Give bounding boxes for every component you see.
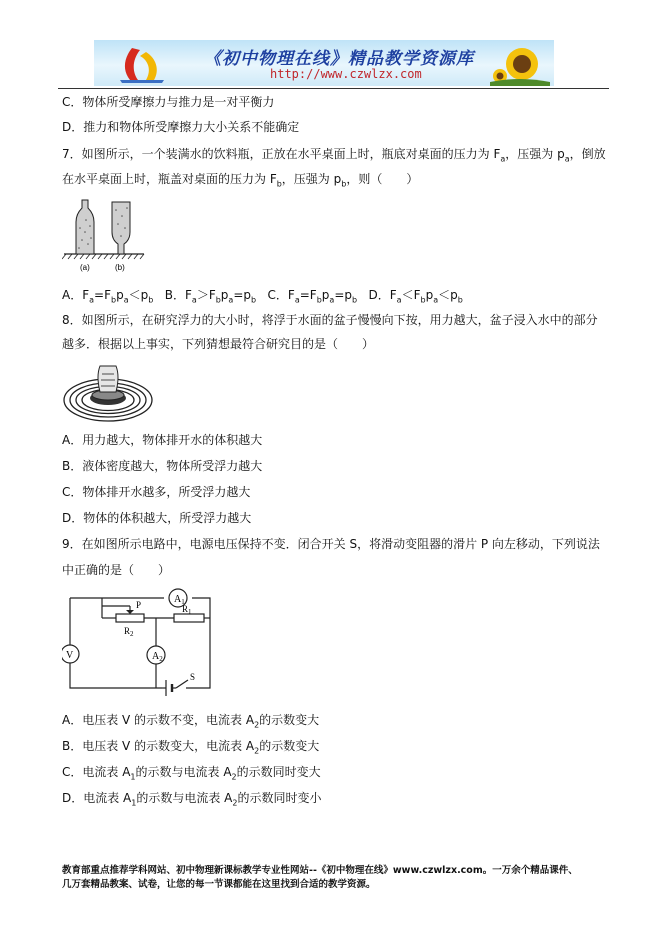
slider-p-label: P [136,600,142,610]
q8-option-c: C．物体排开水越多，所受浮力越大 [62,485,251,499]
label-b: (b) [115,263,125,272]
figure-bottles [62,196,146,276]
header-banner [94,40,554,86]
figure-circuit [62,584,218,704]
q8-option-d: D．物体的体积越大，所受浮力越大 [62,511,252,525]
figure-basin-water [62,362,154,424]
q9-option-a: A．电压表 V 的示数不变，电流表 $A_2$的示数变大 [62,713,320,730]
q9-option-b: B．电压表 V 的示数变大，电流表 $A_2$的示数变大 [62,739,320,756]
q7-stem-line2: 在水平桌面上时，瓶盖对桌面的压力为 $F_b$，压强为 $p_b$，则（ ） [62,172,419,189]
q7-option-b: B．$F_a>F_bp_a=p_b$ [164,288,257,305]
sunflower-icon [490,42,550,86]
q7-option-d: D．$F_a<F_bp_a<p_b$ [368,288,463,305]
r2-label: $R_2$ [124,626,134,638]
option-d-prev: D．推力和物体所受摩擦力大小关系不能确定 [62,120,300,134]
q7-option-c: C．$F_a=F_bp_a=p_b$ [267,288,358,305]
footer-line2: 几万套精品教案、试卷，让您的每一节课都能在这里找到合适的教学资源。 [62,879,376,890]
footer-line1: 教育部重点推荐学科网站、初中物理新课标教学专业性网站--《初中物理在线》www.czwlzx.com。一万余个精品课件、 [62,865,578,876]
q7-options [62,287,463,308]
r1-label: $R_1$ [182,604,192,616]
q7-stem-line1: 7．如图所示，一个装满水的饮料瓶，正放在水平桌面上时，瓶底对桌面的压力为 $F_a$，压强为 $p_a$，倒放 [62,147,606,164]
q7-option-a: A．$F_a=F_bp_a<p_b$ [62,288,154,305]
q8-stem-line2: 越多．根据以上事实，下列猜想最符合研究目的是（ ） [62,337,375,351]
ammeter-a2-label: $A_2$ [152,651,163,663]
q8-stem-line1: 8．如图所示，在研究浮力的大小时，将浮于水面的盆子慢慢向下按，用力越大，盆子浸入水中的部分 [62,313,598,327]
q9-stem-line1: 9．在如图所示电路中，电源电压保持不变．闭合开关 S，将滑动变阻器的滑片 P 向左移动，下列说法 [62,537,600,551]
q9-stem-line2: 中正确的是（ ） [62,563,171,577]
q9-option-d: D．电流表 $A_1$的示数与电流表 $A_2$的示数同时变小 [62,791,322,808]
label-a: (a) [80,263,90,272]
q9-option-c: C．电流表 $A_1$的示数与电流表 $A_2$的示数同时变大 [62,765,321,782]
option-c-prev: C．物体所受摩擦力与推力是一对平衡力 [62,95,275,109]
ammeter-a1-label: $A_1$ [174,594,185,606]
banner-url[interactable]: http://www.czwlzx.com [270,67,422,81]
banner-title: 《初中物理在线》精品教学资源库 [204,49,474,69]
switch-s-label: S [190,672,196,682]
voltmeter-label: V [66,650,74,661]
q8-option-b: B．液体密度越大，物体所受浮力越大 [62,459,263,473]
header-rule [58,88,609,89]
q8-option-a: A．用力越大，物体排开水的体积越大 [62,433,263,447]
logo-icon [102,44,172,84]
